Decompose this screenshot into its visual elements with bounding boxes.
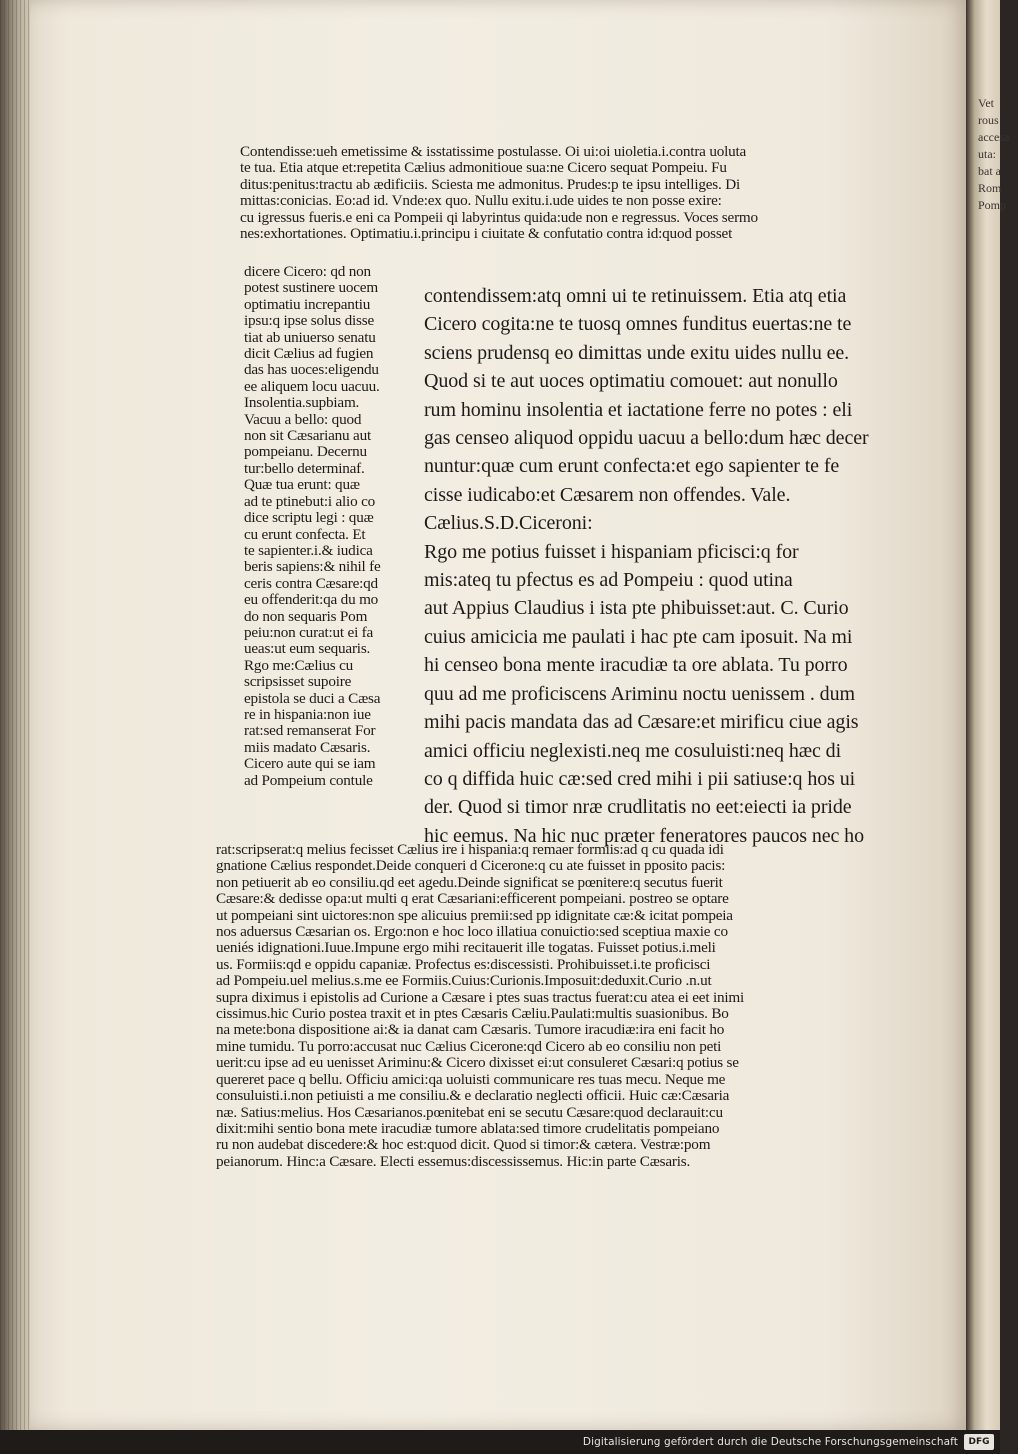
main-text-line: sciens prudensq eo dimittas unde exitu uides nullu ee. [424,341,850,364]
header-gloss-line: nes:exhortationes. Optimatiu.i.principu i ciuitate & confutatio contra id:quod posset [240,225,733,243]
main-text-line: contendissem:atq omni ui te retinuissem. Etia atq etia [424,285,847,307]
main-text-line: der. Quod si timor nræ crudlitatis no eet:eiecti ia pride [424,796,852,819]
facing-page-fragment: uta: [978,147,996,161]
side-gloss-line: tur:bello determinaf. [244,459,365,477]
facing-page-fragment: rous [978,113,999,127]
side-gloss-line: ee aliquem locu uacuu. [244,377,380,395]
header-gloss-line: Contendisse:ueh emetissime & isstatissime postulasse. Oi ui:oi uioletia.i.contra uoluta [240,143,747,160]
side-gloss-line: epistola se duci a Cæsa [244,689,381,707]
side-gloss-line: dicere Cicero: qd non [244,263,371,280]
bottom-gloss-line: nos aduersus Cæsarian os. Ergo:non e hoc loco illatiua conuictio:sed sceptiua maxie co [216,923,728,941]
bottom-gloss-line: rat:scripserat:q melius fecisset Cælius ire i hispania:q remaer formiis:ad q cu quada idi [216,841,724,858]
side-gloss-line: dicit Cælius ad fugien [244,345,374,363]
header-gloss-line: ditus:penitus:tractu ab ædificiis. Sciesta me admonitus. Prudes:p te ipsu intelliges. Di [240,175,740,193]
bottom-commentary [216,842,744,1170]
side-gloss-line: ad te ptinebut:i alio co [244,492,376,510]
main-text-line: mihi pacis mandata das ad Cæsare:et mirificu ciue agis [424,711,859,734]
digitization-credit: Digitalisierung gefördert durch die Deutsche Forschungsgemeinschaft [582,1436,958,1448]
side-gloss-line: peiu:non curat:ut ei fa [244,623,374,641]
side-gloss-line: ad Pompeium contule [244,771,373,789]
bottom-gloss-line: na mete:bona dispositione ai:& ia danat cam Cæsaris. Tumore iracudiæ:ira eni facit ho [216,1021,725,1039]
side-gloss-line: re in hispania:non iue [244,705,371,723]
main-text-line: nuntur:quæ cum erunt confecta:et ego sapienter te fe [424,455,840,478]
main-text-line: hi censeo bona mente iracudiæ ta ore ablata. Tu porro [424,654,848,677]
side-gloss-line: potest sustinere uocem [244,279,378,297]
main-text-line: aut Appius Claudius i ista pte phibuisset:aut. C. Curio [424,597,849,620]
main-text-line: mis:ateq tu pfectus es ad Pompeiu : quod utina [424,569,793,592]
bottom-gloss-line: mine tumidu. Tu porro:accusat nuc Cælius Cicerone:qd Cicero ab eo consiliu non peti [216,1037,722,1055]
main-text-line: gas censeo aliquod oppidu uacuu a bello:dum hæc decer [424,427,869,450]
facing-page-edge [966,0,1010,1430]
bottom-gloss-line: gnatione Cælius respondet.Deide conqueri d Cicerone:q cu ate fuisset in pposito pacis: [216,857,726,875]
bottom-gloss-line: uerit:cu ipse ad eu uenisset Ariminu:& Cicero dixisset ei:ut consuleret Cæsari:q potius se [216,1054,739,1072]
side-gloss-line: das has uoces:eligendu [244,361,379,379]
main-text-line: Cicero cogita:ne te tuosq omnes funditus euertas:ne te [424,313,852,336]
main-text-line: Rgo me potius fuisset i hispaniam pficisci:q for [424,540,799,563]
main-text-line: amici officiu neglexisti.neq me cosuluisti:neq hæc di [424,739,842,762]
main-text-line: cisse iudicabo:et Cæsarem non offendes. Vale. [424,483,791,506]
main-text-line: rum hominu insolentia et iactatione ferre no potes : eli [424,398,853,421]
side-gloss-line: do non sequaris Pom [244,607,368,625]
bottom-gloss-line: quereret pace q bellu. Officiu amici:qa uoluisti communicare res tuas mecu. Neque me [216,1070,726,1088]
header-commentary [240,144,758,242]
facing-page-fragment: Vet [978,96,994,110]
dfg-logo: DFG [964,1434,994,1450]
bottom-gloss-line: ru non audebat discedere:& hoc est:quod dicit. Quod si timor:& cætera. Vestræ:pom [216,1136,711,1154]
header-gloss-line: cu igressus fueris.e eni ca Pompeii qi labyrintus quida:ude non e regressus. Voces sermo [240,208,758,226]
bottom-gloss-line: peianorum. Hinc:a Cæsare. Electi essemus:discessissemus. Hic:in parte Cæsaris. [216,1152,691,1170]
bottom-gloss-line: Cæsare:& dedisse opa:ut multi q erat Cæsariani:efficerent pompeiani. postreo se optare [216,890,729,908]
side-gloss-line: non sit Cæsarianu aut [244,427,371,445]
side-commentary [244,264,381,789]
side-gloss-line: eu offenderit:qa du mo [244,591,379,609]
main-text-line: co q diffida huic cæ:sed cred mihi i pii satiuse:q hos ui [424,767,856,790]
side-gloss-line: beris sapiens:& nihil fe [244,558,381,576]
main-text-line: Cælius.S.D.Ciceroni: [424,512,593,535]
bottom-gloss-line: ueniés idignationi.Iuue.Impune ergo mihi recitauerit ille togatas. Fuisset potius.i.meli [216,939,716,957]
bottom-gloss-line: ad Pompeiu.uel melius.s.me ee Formiis.Cuius:Curionis.Imposuit:deduxit.Curio .n.ut [216,972,712,990]
side-gloss-line: scripsisset supoire [244,673,352,691]
facing-page-fragment: bat a [978,164,1001,178]
bottom-gloss-line: non petiuerit ab eo consiliu.qd eet agedu.Deinde significat se pœnitere:q secutus fuerit [216,873,723,891]
side-gloss-line: Quæ tua erunt: quæ [244,476,360,494]
bottom-gloss-line: dixit:mihi sentio bona mete iracudiæ tumore ablata:sed timore crudelitatis pompeiano [216,1119,720,1137]
header-gloss-line: mittas:conicias. Eo:ad id. Vnde:ex quo. Nullu exitu.i.ude uides te non posse exire: [240,192,722,210]
facing-page-fragment: accesa [978,130,1010,144]
bottom-gloss-line: ut pompeiani sint uictores:non spe alicuius premii:sed pp idignitate cæ:& icitat pompeia [216,906,733,924]
bottom-gloss-line: consuluisti.i.non petiuisti a me consiliu.& e declaratio neglecti officii. Huic cæ:Cæsaria [216,1087,730,1105]
side-gloss-line: Cicero aute qui se iam [244,755,376,773]
side-gloss-line: tiat ab uniuerso senatu [244,328,376,346]
book-edge-left [0,0,34,1430]
side-gloss-line: Insolentia.supbiam. [244,394,360,412]
main-text-line: quu ad me proficiscens Ariminu noctu uenissem . dum [424,682,855,705]
header-gloss-line: te tua. Etia atque et:repetita Cælius admonitioue sua:ne Cicero sequat Pompeiu. Fu [240,159,727,177]
bottom-gloss-line: cissimus.hic Curio postea traxit et in ptes Cæsaris Cæliu.Paulati:multis suasionibus. Bo [216,1005,729,1023]
main-text-line: hic eemus. Na hic nuc præter feneratores paucos nec ho [424,824,864,847]
bottom-gloss-line: næ. Satius:melius. Hos Cæsarianos.pœnitebat eni se secutu Cæsare:quod declarauit:cu [216,1103,723,1121]
side-gloss-line: ceris contra Cæsare:qd [244,574,378,592]
side-gloss-line: te sapienter.i.& iudica [244,541,373,559]
side-gloss-line: optimatiu increpantiu [244,295,371,313]
side-gloss-line: pompeianu. Decernu [244,443,367,461]
facing-page-fragment: Rom [978,181,1002,195]
side-gloss-line: cu erunt confecta. Et [244,525,366,543]
side-gloss-line: Rgo me:Cælius cu [244,656,354,674]
main-text-line: cuius amicicia me paulati i hac pte cam iposuit. Na mi [424,625,853,648]
bottom-gloss-line: us. Formiis:qd e oppidu capaniæ. Profectus es:discessisti. Prohibuisset.i.te proficisci [216,955,711,973]
side-gloss-line: rat:sed remanserat For [244,722,376,740]
bottom-gloss-line: supra diximus i epistolis ad Curione a Cæsare i ptes suas tractus fuerat:cu atea ei eet inimi [216,988,745,1006]
facing-page-fragment: Pomp [978,198,1007,212]
side-gloss-line: dice scriptu legi : quæ [244,509,374,527]
side-gloss-line: ipsu:q ipse solus disse [244,312,374,330]
side-gloss-line: Vacuu a bello: quod [244,410,362,428]
main-text-block [424,282,869,850]
side-gloss-line: ueas:ut eum sequaris. [244,640,371,658]
main-text-line: Quod si te aut uoces optimatiu comouet: aut nonullo [424,370,838,393]
side-gloss-line: miis madato Cæsaris. [244,738,371,756]
